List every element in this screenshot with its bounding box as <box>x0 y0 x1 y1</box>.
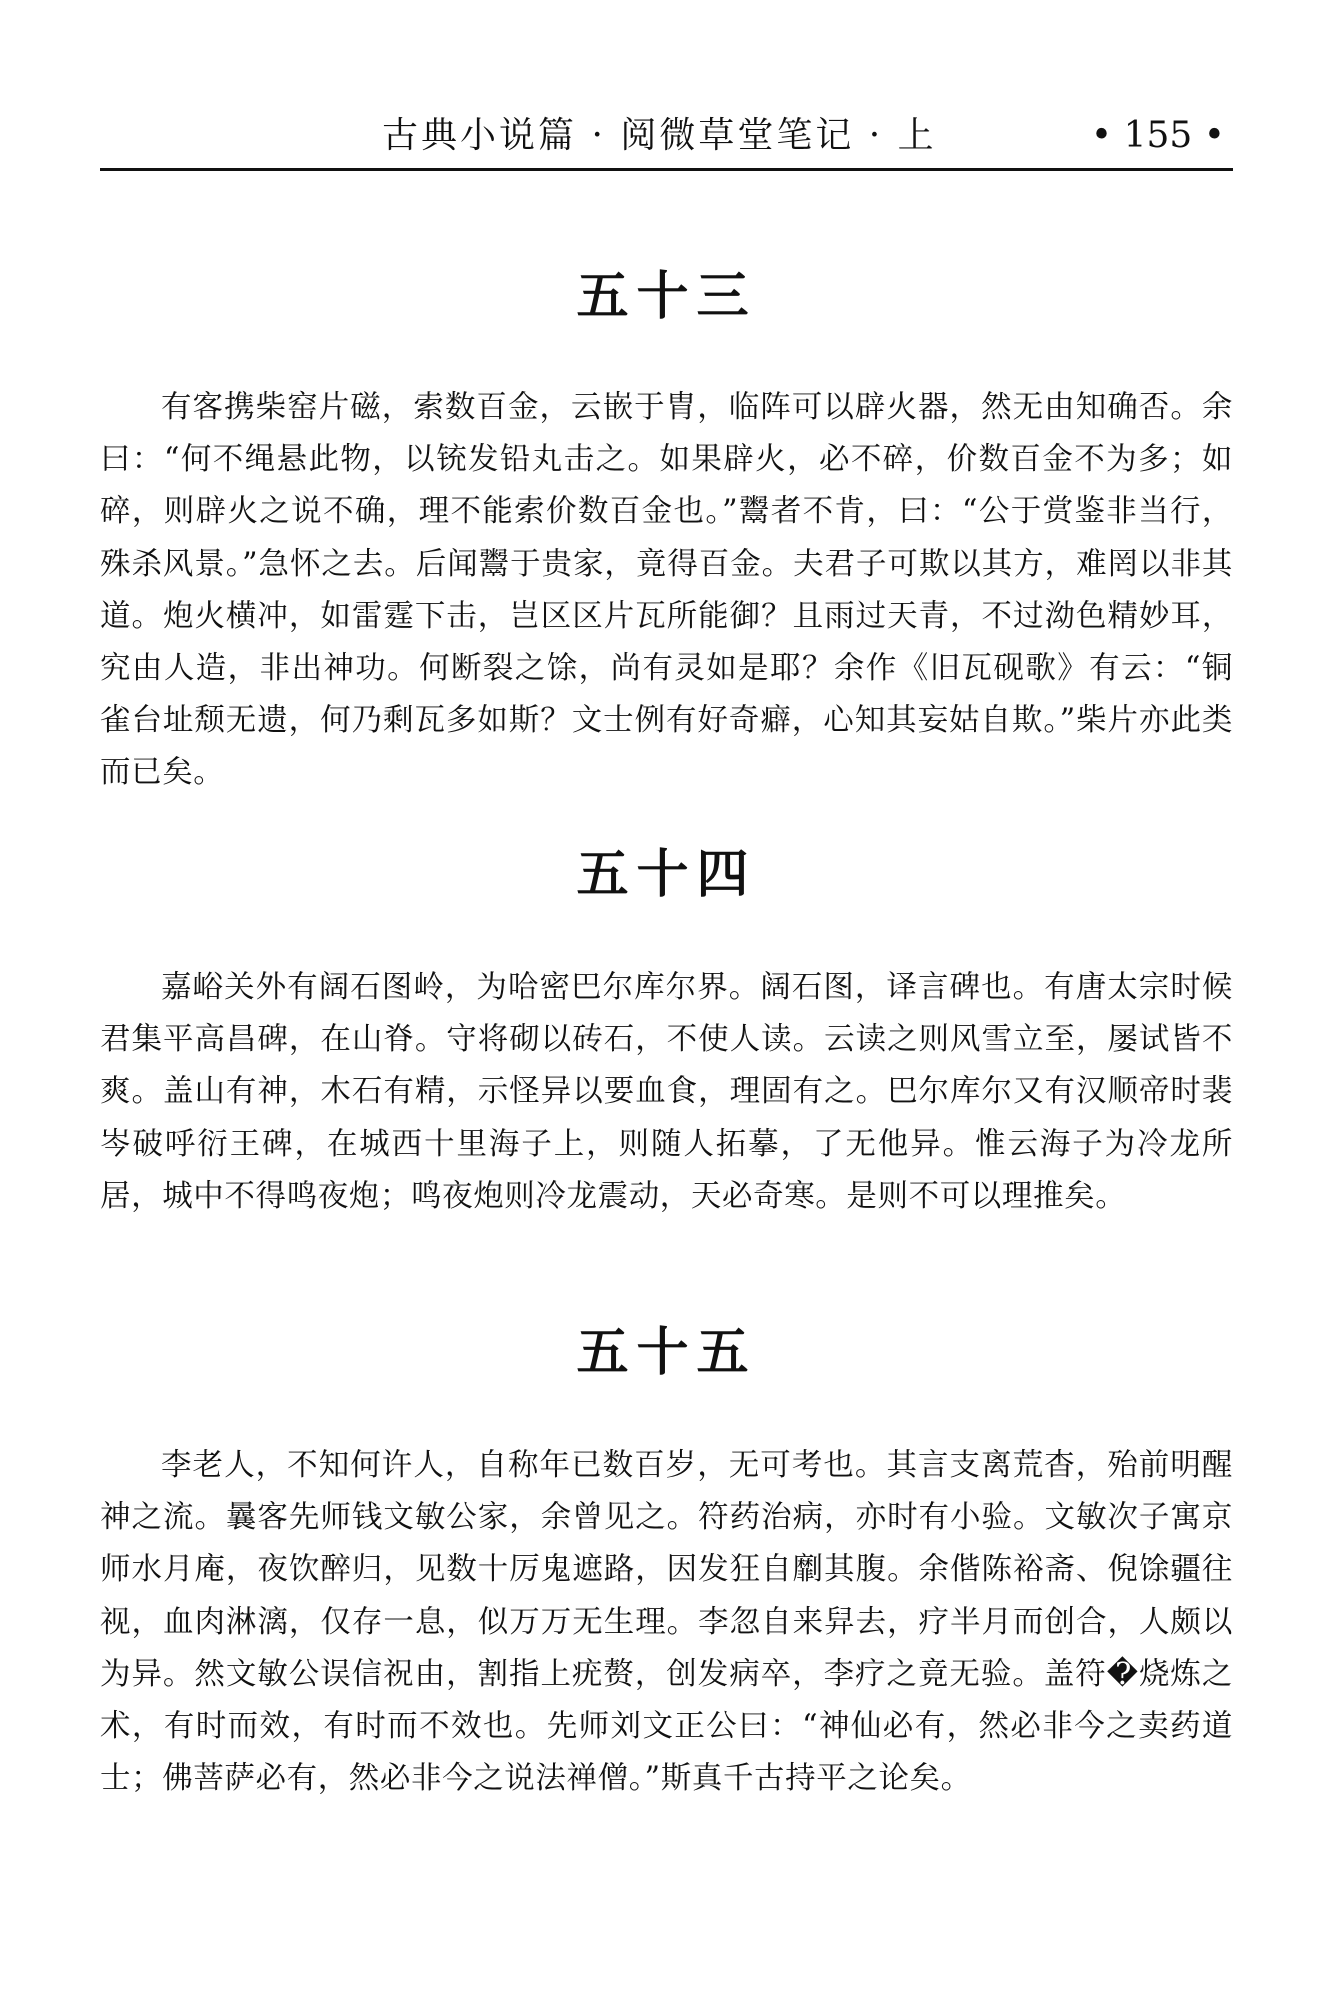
section-body-paragraph: 有客携柴窑片磁，索数百金，云嵌于胄，临阵可以辟火器，然无由知确否。余曰：“何不绳悬此物，以铳发铅丸击之。如果辟火，必不碎，价数百金不为多；如碎，则辟火之说不确，理不能索价数百金也。”鬻者不肯，曰：“公于赏鉴非当行，殊杀风景。”急怀之去。后闻鬻于贵家，竟得百金。夫君子可欺以其方，难罔以非其道。炮火横冲，如雷霆下击，岂区区片瓦所能御？且雨过天青，不过泑色精妙耳，究由人造，非出神功。何断裂之馀，尚有灵如是耶？余作《旧瓦砚歌》有云：“铜雀台址颓无遗，何乃剩瓦多如斯？文士例有好奇癖，心知其妄姑自欺。”柴片亦此类而已矣。 <box>100 390 1233 791</box>
header-book-title: 古典小说篇 · 阅微草堂笔记 · 上 <box>382 115 937 156</box>
section-53 <box>100 262 1233 800</box>
section-heading: 五十四 <box>576 844 757 905</box>
page-number: • 155 • <box>1090 115 1225 156</box>
running-header <box>100 112 1233 171</box>
section-heading: 五十五 <box>576 1322 757 1383</box>
section-heading: 五十三 <box>576 266 757 327</box>
section-55 <box>100 1318 1233 1805</box>
section-body-paragraph: 嘉峪关外有阔石图岭，为哈密巴尔库尔界。阔石图，译言碑也。有唐太宗时候君集平高昌碑，在山脊。守将砌以砖石，不使人读。云读之则风雪立至，屡试皆不爽。盖山有神，木石有精，示怪异以要血食，理固有之。巴尔库尔又有汉顺帝时裴岑破呼衍王碑，在城西十里海子上，则随人拓摹，了无他异。惟云海子为冷龙所居，城中不得鸣夜炮；鸣夜炮则冷龙震动，天必奇寒。是则不可以理推矣。 <box>100 970 1233 1214</box>
section-body-paragraph: 李老人，不知何许人，自称年已数百岁，无可考也。其言支离荒杳，殆前明醒神之流。曩客先师钱文敏公家，余曾见之。符药治病，亦时有小验。文敏次子寓京师水月庵，夜饮醉归，见数十厉鬼遮路，因发狂自劘其腹。余偕陈裕斋、倪馀疆往视，血肉淋漓，仅存一息，似万万无生理。李忽自来舁去，疗半月而创合，人颇以为异。然文敏公误信祝由，割指上疣赘，创发病卒，李疗之竟无验。盖符�烧炼之术，有时而效，有时而不效也。先师刘文正公曰：“神仙必有，然必非今之卖药道士；佛菩萨必有，然必非今之说法禅僧。”斯真千古持平之论矣。 <box>100 1448 1233 1797</box>
section-54 <box>100 840 1233 1223</box>
